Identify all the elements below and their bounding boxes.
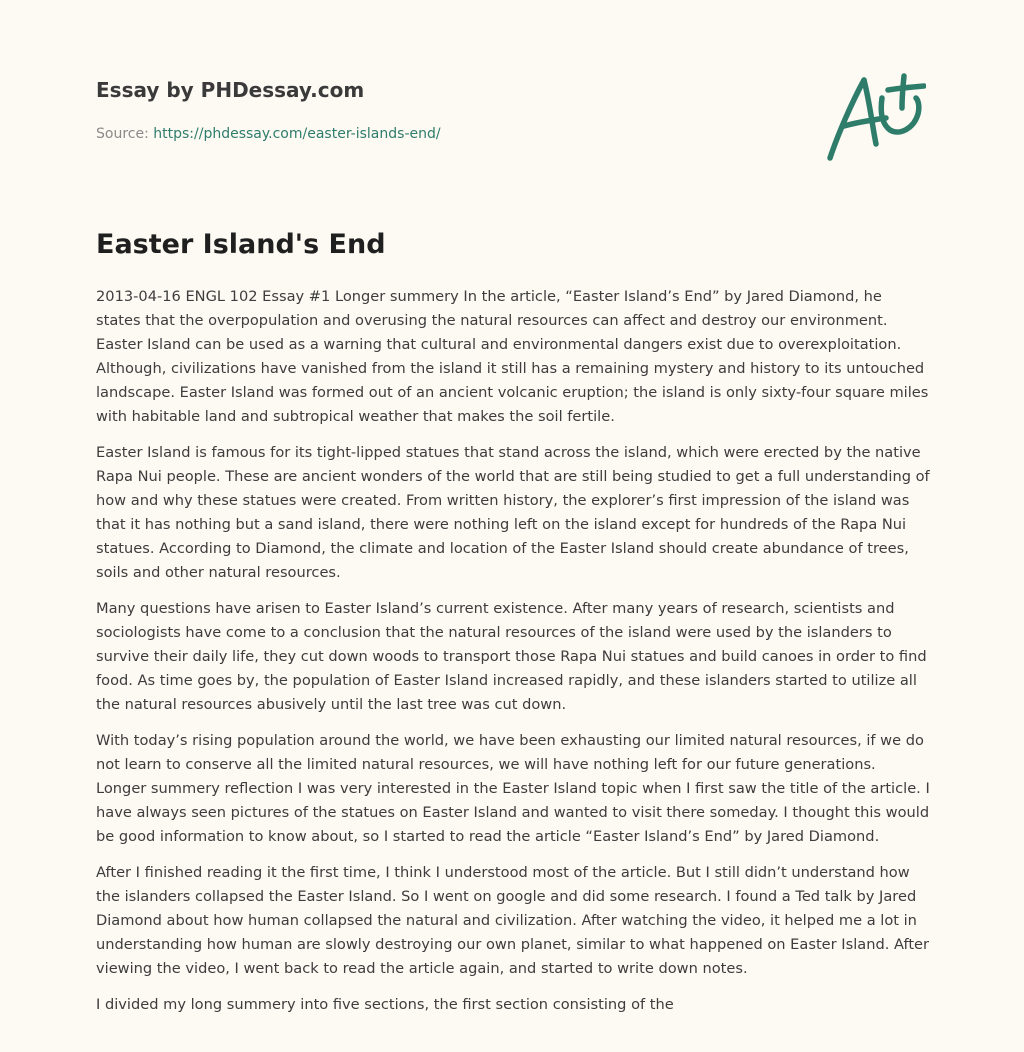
paragraph: With today’s rising population around the world, we have been exhausting our limited natural resources, if we do not learn to conserve all the limited natural resources, we will have nothing left for our future generations. Longer summery reflection I was very interested in the Easter Island topic when I first saw the title of the article. I have always seen pictures of the statues on Easter Island and wanted to visit there someday. I thought this would be good information to know about, so I started to read the article “Easter Island’s End” by Jared Diamond.: [96, 732, 930, 845]
site-brand: Essay by PHDessay.com: [96, 78, 365, 102]
source-label: Source:: [96, 126, 154, 142]
a-plus-grade-icon: [822, 68, 926, 164]
paragraph: Many questions have arisen to Easter Island’s current existence. After many years of research, scientists and sociologists have come to a conclusion that the natural resources of the island were used by the islanders to survive their daily life, they cut down woods to transport those Rapa Nui statues and build canoes in order to find food. As time goes by, the population of Easter Island increased rapidly, and these islanders started to utilize all the natural resources abusively until the last tree was cut down.: [96, 600, 927, 713]
paragraph: 2013-04-16 ENGL 102 Essay #1 Longer summery In the article, “Easter Island’s End” by Jared Diamond, he states that the overpopulation and overusing the natural resources can affect and destroy our environment. Easter Island can be used as a warning that cultural and environmental dangers exist due to overexploitation. Although, civilizations have vanished from the island it still has a remaining mystery and history to its untouched landscape. Easter Island was formed out of an ancient volcanic eruption; the island is only sixty-four square miles with habitable land and subtropical weather that makes the soil fertile.: [96, 288, 929, 425]
paragraph: After I finished reading it the first time, I think I understood most of the article. But I still didn’t understand how the islanders collapsed the Easter Island. So I went on google and did some research. I found a Ted talk by Jared Diamond about how human collapsed the natural and civilization. After watching the video, it helped me a lot in understanding how human are slowly destroying our own planet, similar to what happened on Easter Island. After viewing the video, I went back to read the article again, and started to write down notes.: [96, 864, 930, 977]
essay-title: Easter Island's End: [96, 229, 386, 260]
paragraph: Easter Island is famous for its tight-lipped statues that stand across the island, which were erected by the native Rapa Nui people. These are ancient wonders of the world that are still being studied to get a full understanding of how and why these statues were created. From written history, the explorer’s first impression of the island was that it has nothing but a sand island, there were nothing left on the island except for hundreds of the Rapa Nui statues. According to Diamond, the climate and location of the Easter Island should create abundance of trees, soils and other natural resources.: [96, 444, 930, 581]
source-link[interactable]: https://phdessay.com/easter-islands-end/: [153, 126, 441, 142]
page-header: [96, 76, 696, 144]
paragraph: I divided my long summery into five sections, the first section consisting of the: [96, 996, 674, 1013]
source-line: [96, 124, 696, 144]
essay-body: [96, 285, 930, 1029]
